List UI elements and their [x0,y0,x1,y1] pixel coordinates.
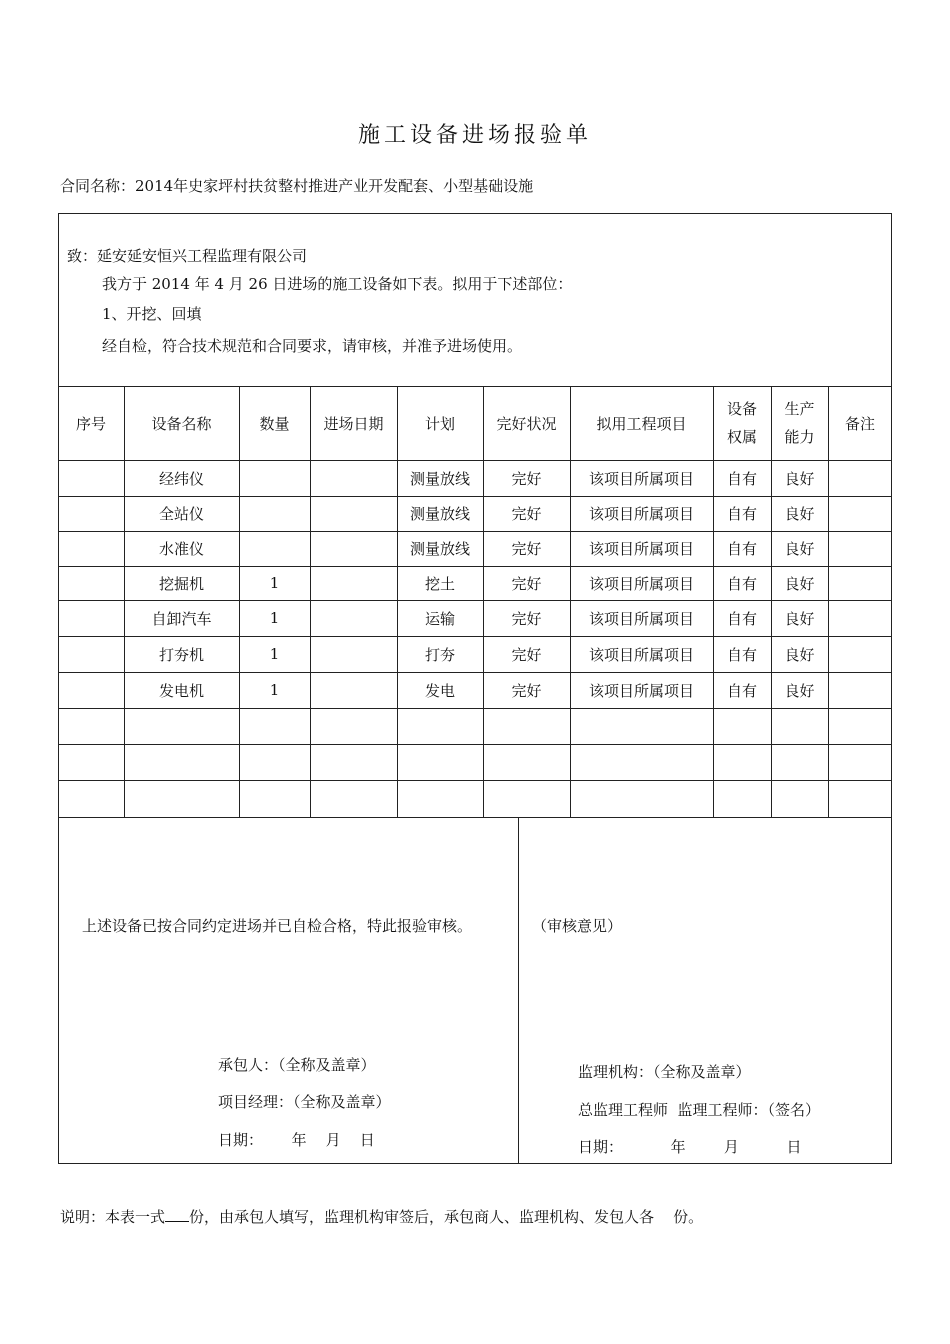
table-cell [239,531,310,566]
table-header-cell: 拟用工程项目 [596,414,687,433]
table-cell: 良好 [784,469,815,488]
table-cell [570,780,713,817]
table-cell: 1 [269,574,280,592]
table-cell: 完好 [511,574,542,593]
table-cell [124,780,239,817]
table-cell: 挖土 [424,574,455,593]
page-title: 施工设备进场报验单 [357,123,592,148]
table-cell: 该项目所属项目 [588,681,694,700]
table-cell [239,708,310,744]
table-cell: 完好 [511,681,542,700]
table-cell: 良好 [784,505,815,523]
table-cell [58,708,124,744]
table-cell: 自有 [726,609,757,628]
table-cell: 经纬仪 [158,469,204,488]
table-cell [828,708,892,744]
table-cell: 水准仪 [158,540,204,558]
table-header-cell: 设备名称 [151,414,212,433]
table-cell [58,672,124,708]
table-cell: 该项目所属项目 [588,609,694,628]
table-cell [239,744,310,780]
contract-name: 合同名称：2014年史家坪村扶贫整村推进产业开发配套、小型基础设施 [60,177,534,195]
table-cell: 打夯 [424,645,455,664]
table-cell: 该项目所属项目 [588,645,694,664]
table-cell [310,708,397,744]
table-cell [310,496,397,531]
table-cell [570,708,713,744]
table-cell: 自有 [726,681,757,700]
table-cell [828,672,892,708]
table-cell [58,744,124,780]
table-cell: 运输 [424,609,455,628]
table-cell [570,744,713,780]
table-cell: 完好 [511,540,542,558]
contractor-signature: 承包人：（全称及盖章） [218,1056,376,1074]
table-cell: 自有 [726,540,757,558]
letter-line-1: 我方于 2014 年 4 月 26 日进场的施工设备如下表。拟用于下述部位： [102,275,573,293]
footnote [60,1206,703,1227]
letter-line-2: 1、开挖、回填 [102,305,202,323]
table-cell [397,744,483,780]
table-cell [58,600,124,636]
table-cell [124,708,239,744]
table-cell: 测量放线 [409,469,470,488]
letter-recipient: 致：延安延安恒兴工程监理有限公司 [67,247,308,265]
table-header-cell: 生产 能力 [784,400,815,446]
supervision-date: 日期： 年 月 日 [578,1138,802,1156]
table-cell [58,566,124,600]
table-cell [58,460,124,496]
table-cell: 1 [269,609,280,627]
table-cell: 良好 [784,681,815,700]
table-cell [310,780,397,817]
table-header-cell: 进场日期 [323,414,384,433]
table-cell: 测量放线 [409,505,470,523]
table-cell [310,744,397,780]
table-cell [828,780,892,817]
table-cell [310,600,397,636]
table-cell [58,636,124,672]
table-cell: 该项目所属项目 [588,574,694,593]
table-cell [58,531,124,566]
table-cell [239,460,310,496]
table-cell: 良好 [784,609,815,628]
table-cell [828,636,892,672]
table-cell: 完好 [511,505,542,523]
table-cell: 打夯机 [158,645,204,664]
table-cell [397,708,483,744]
footnote-suffix: 份，由承包人填写，监理机构审签后，承包商人、监理机构、发包人各 份。 [189,1208,704,1226]
table-cell [828,744,892,780]
table-cell [310,636,397,672]
self-check-statement: 上述设备已按合同约定进场并已自检合格，特此报验审核。 [82,917,473,935]
table-cell [397,780,483,817]
table-cell [771,744,828,780]
table-cell [310,531,397,566]
table-cell: 完好 [511,609,542,628]
table-header-cell: 计划 [424,414,455,433]
table-cell [239,780,310,817]
table-header-cell: 设备 权属 [726,400,757,446]
table-header-cell: 数量 [259,414,290,433]
table-cell [713,708,771,744]
table-header-cell: 完好状况 [496,414,557,433]
table-cell: 全站仪 [158,505,204,523]
table-cell [828,566,892,600]
table-cell [771,780,828,817]
table-cell [483,780,570,817]
table-cell [828,496,892,531]
table-cell: 自有 [726,469,757,488]
letter-line-3: 经自检，符合技术规范和合同要求，请审核，并准予进场使用。 [102,337,523,355]
table-cell [310,566,397,600]
table-cell: 该项目所属项目 [588,469,694,488]
table-cell: 发电 [424,681,455,700]
table-cell [310,672,397,708]
table-cell: 自有 [726,574,757,593]
signature-split-divider [518,817,519,1164]
table-cell: 该项目所属项目 [588,540,694,558]
table-cell: 自有 [726,645,757,664]
table-cell: 自有 [726,505,757,523]
table-cell: 1 [269,645,280,663]
table-cell [828,460,892,496]
table-cell: 该项目所属项目 [588,505,694,523]
table-cell: 完好 [511,645,542,664]
table-cell [239,496,310,531]
table-cell: 挖掘机 [158,574,204,593]
table-cell [713,744,771,780]
copies-blank [165,1206,189,1222]
table-cell: 良好 [784,574,815,593]
table-cell: 1 [269,681,280,699]
contractor-date: 日期： 年 月 日 [218,1131,375,1149]
engineer-signature: 总监理工程师 监理工程师：（签名） [578,1101,821,1119]
table-cell: 完好 [511,469,542,488]
supervision-org-signature: 监理机构：（全称及盖章） [578,1063,751,1081]
table-cell [483,744,570,780]
table-cell: 良好 [784,540,815,558]
table-cell [771,708,828,744]
table-cell [58,496,124,531]
table-cell: 自卸汽车 [151,609,212,628]
table-cell: 测量放线 [409,540,470,558]
table-cell [828,600,892,636]
table-cell [483,708,570,744]
table-cell: 发电机 [158,681,204,700]
table-cell [58,780,124,817]
table-cell [124,744,239,780]
table-cell [828,531,892,566]
table-header-cell: 序号 [75,414,106,433]
table-cell: 良好 [784,645,815,664]
footnote-prefix: 说明：本表一式 [60,1208,166,1226]
review-opinion: （审核意见） [532,917,623,935]
project-manager-signature: 项目经理：（全称及盖章） [218,1093,391,1111]
table-cell [310,460,397,496]
table-header-cell: 备注 [844,414,875,433]
table-row-divider [58,817,892,818]
table-cell [713,780,771,817]
